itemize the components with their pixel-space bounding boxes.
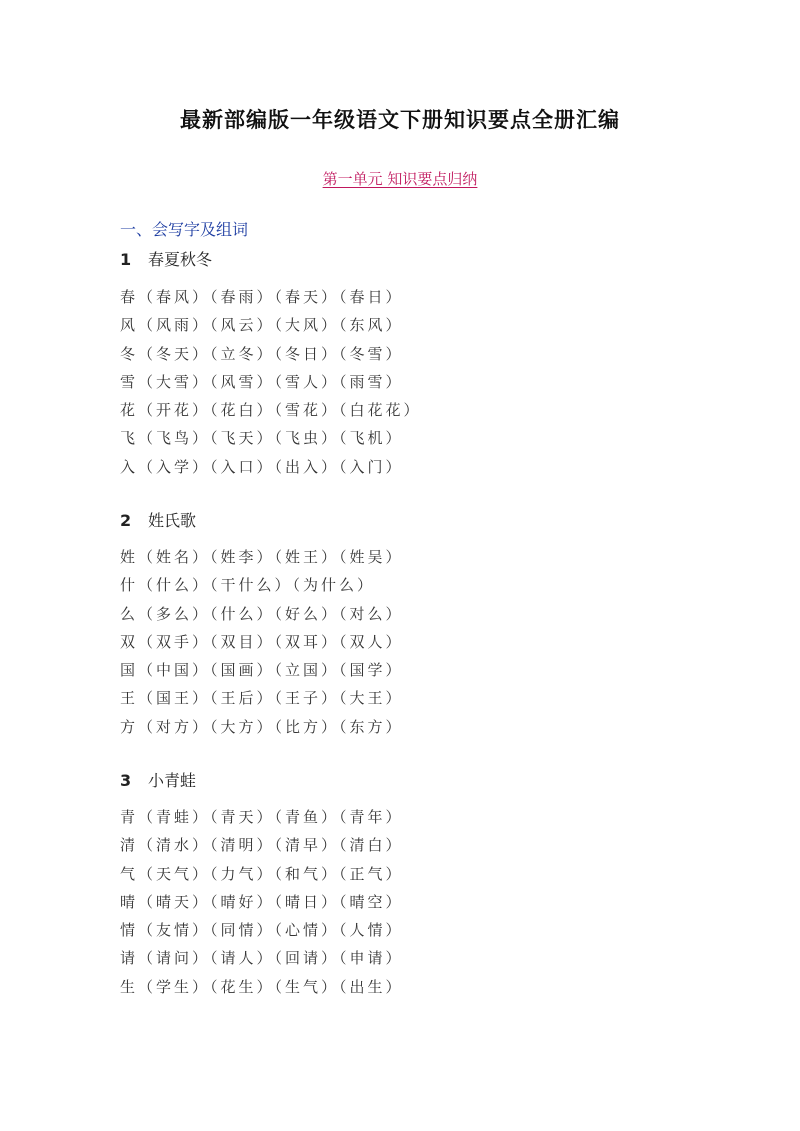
lesson-3-word-list: [120, 803, 404, 1001]
lesson-number: 3: [120, 771, 132, 790]
word-row: 飞（飞鸟）（飞天）（飞虫）（飞机）: [120, 429, 404, 448]
lesson-name: 姓氏歌: [148, 511, 197, 530]
lesson-number: 1: [120, 250, 132, 269]
unit-heading-text: 第一单元 知识要点归纳: [322, 170, 478, 188]
word-row: 么（多么）（什么）（好么）（对么）: [120, 604, 404, 623]
lesson-name: 春夏秋冬: [148, 250, 213, 269]
word-row: 情（友情）（同情）（心情）（人情）: [120, 921, 404, 940]
word-row: 冬（冬天）（立冬）（冬日）（冬雪）: [120, 344, 404, 363]
word-row: 花（开花）（花白）（雪花）（白花花）: [120, 401, 422, 420]
word-row: 气（天气）（力气）（和气）（正气）: [120, 864, 404, 883]
word-row: 姓（姓名）（姓李）（姓王）（姓吴）: [120, 548, 404, 566]
word-row: 青（青蛙）（青天）（青鱼）（青年）: [120, 808, 404, 826]
word-row: 什（什么）（干什么）（为什么）: [120, 576, 376, 595]
word-row: 方（对方）（大方）（比方）（东方）: [120, 717, 404, 736]
lesson-heading-3: [120, 768, 196, 791]
word-row: 请（请问）（请人）（回请）（申请）: [120, 949, 404, 968]
word-row: 入（入学）（入口）（出入）（入门）: [120, 457, 404, 476]
lesson-2-word-list: [120, 543, 404, 741]
word-row: 国（中国）（国画）（立国）（国学）: [120, 661, 404, 680]
lesson-heading-2: [120, 508, 196, 531]
section-heading: 一、会写字及组词: [120, 220, 249, 239]
word-row: 双（双手）（双目）（双耳）（双人）: [120, 632, 404, 651]
word-row: 春（春风）（春雨）（春天）（春日）: [120, 288, 404, 306]
lesson-1-word-list: [120, 283, 422, 481]
word-row: 风（风雨）（风云）（大风）（东风）: [120, 316, 404, 335]
word-row: 清（清水）（清明）（清早）（清白）: [120, 836, 404, 855]
lesson-number: 2: [120, 511, 132, 530]
word-row: 雪（大雪）（风雪）（雪人）（雨雪）: [120, 372, 404, 391]
lesson-heading-1: [120, 247, 212, 270]
unit-heading: [0, 168, 800, 189]
word-row: 晴（晴天）（晴好）（晴日）（晴空）: [120, 892, 404, 911]
document-title: 最新部编版一年级语文下册知识要点全册汇编: [180, 108, 620, 132]
word-row: 生（学生）（花生）（生气）（出生）: [120, 977, 404, 996]
lesson-name: 小青蛙: [148, 771, 197, 790]
word-row: 王（国王）（王后）（王子）（大王）: [120, 689, 404, 708]
